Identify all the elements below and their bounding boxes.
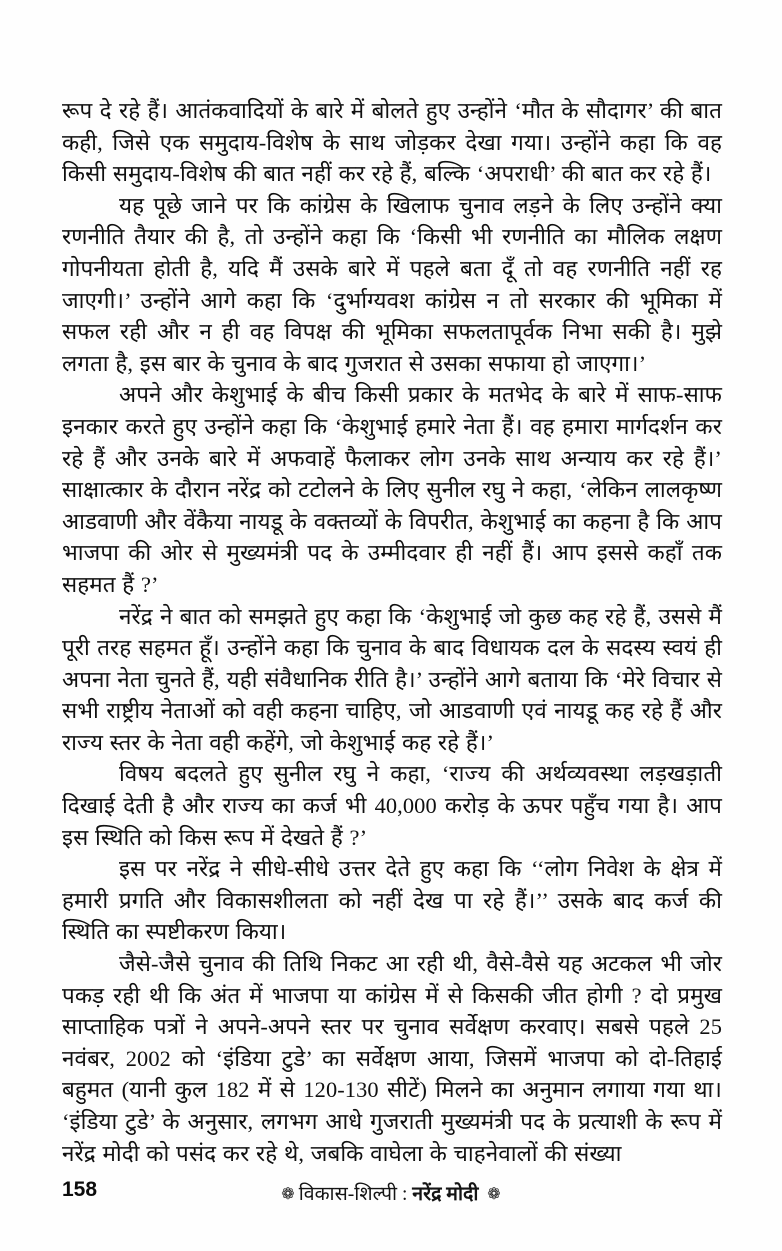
paragraph: जैसे-जैसे चुनाव की तिथि निकट आ रही थी, वैसे-वैसे यह अटकल भी जोर पकड़ रही थी कि अंत में भाजपा या कांग्रेस में से किसकी जीत होगी ? दो प्रमुख साप्ताहिक पत्रों ने अपने-अपने स्तर पर चुनाव सर्वेक्षण करवाए। सबसे पहले 25 नवंबर, 2002 को ‘इंडिया टुडे’ का सर्वेक्षण आया, जिसमें भाजपा को दो-तिहाई बहुमत (यानी कुल 182 में से 120-130 सीटें) मिलने का अनुमान लगाया गया था। ‘इंडिया टुडे’ के अनुसार, लगभग आधे गुजराती मुख्यमंत्री पद के प्रत्याशी के रूप में नरेंद्र मोदी को पसंद कर रहे थे, जबकि वाघेला के चाहनेवालों की संख्या — [62, 951, 722, 1166]
paragraph: यह पूछे जाने पर कि कांग्रेस के खिलाफ चुनाव लड़ने के लिए उन्होंने क्या रणनीति तैयार की है, तो उन्होंने कहा कि ‘किसी भी रणनीति का मौलिक लक्षण गोपनीयता होती है, यदि मैं उसके बारे में पहले बता दूँ तो वह रणनीति नहीं रह जाएगी।’ उन्होंने आगे कहा कि ‘दुर्भाग्यवश कांग्रेस न तो सरकार की भूमिका में सफल रही और न ही वह विपक्ष की भूमिका सफलतापूर्वक निभा सकी है। मुझे लगता है, इस बार के चुनाव के बाद गुजरात से उसका सफाया हो जाएगा।’ — [62, 192, 722, 376]
florette-icon: ❁ — [487, 1186, 501, 1203]
page-number: 158 — [62, 1178, 98, 1201]
running-title-book-name: नरेंद्र मोदी — [412, 1184, 479, 1205]
paragraph: इस पर नरेंद्र ने सीधे-सीधे उत्तर देते हुए कहा कि ‘‘लोग निवेश के क्षेत्र में हमारी प्रगति और विकासशीलता को नहीं देख पा रहे हैं।’’ उसके बाद कर्ज की स्थिति का स्पष्टीकरण किया। — [62, 856, 722, 945]
running-title-text: विकास-शिल्पी : — [298, 1184, 413, 1205]
florette-icon: ❁ — [281, 1186, 295, 1203]
running-title — [0, 1179, 782, 1206]
paragraph: नरेंद्र ने बात को समझते हुए कहा कि ‘केशुभाई जो कुछ कह रहे हैं, उससे मैं पूरी तरह सहमत हूँ। उन्होंने कहा कि चुनाव के बाद विधायक दल के सदस्य स्वयं ही अपना नेता चुनते हैं, यही संवैधानिक रीति है।’ उन्होंने आगे बताया कि ‘मेरे विचार से सभी राष्ट्रीय नेताओं को वही कहना चाहिए, जो आडवाणी एवं नायडू कह रहे हैं और राज्य स्तर के नेता वही कहेंगे, जो केशुभाई कह रहे हैं।’ — [62, 603, 722, 755]
paragraph: अपने और केशुभाई के बीच किसी प्रकार के मतभेद के बारे में साफ-साफ इनकार करते हुए उन्होंने कहा कि ‘केशुभाई हमारे नेता हैं। वह हमारा मार्गदर्शन कर रहे हैं और उनके बारे में अफवाहें फैलाकर लोग उनके साथ अन्याय कर रहे हैं।’ साक्षात्कार के दौरान नरेंद्र को टटोलने के लिए सुनील रघु ने कहा, ‘लेकिन लालकृष्ण आडवाणी और वेंकैया नायडू के वक्तव्यों के विपरीत, केशुभाई का कहना है कि आप भाजपा की ओर से मुख्यमंत्री पद के उम्मीदवार ही नहीं हैं। आप इससे कहाँ तक सहमत हैं ?’ — [62, 382, 722, 597]
body-text — [62, 95, 722, 1169]
paragraph: विषय बदलते हुए सुनील रघु ने कहा, ‘राज्य की अर्थव्यवस्था लड़खड़ाती दिखाई देती है और राज्य का कर्ज भी 40,000 करोड़ के ऊपर पहुँच गया है। आप इस स्थिति को किस रूप में देखते हैं ?’ — [62, 761, 722, 850]
page-footer — [0, 1176, 782, 1210]
paragraph-continuation: रूप दे रहे हैं। आतंकवादियों के बारे में बोलते हुए उन्होंने ‘मौत के सौदागर’ की बात कही, जिसे एक समुदाय-विशेष के साथ जोड़कर देखा गया। उन्होंने कहा कि वह किसी समुदाय-विशेष की बात नहीं कर रहे हैं, बल्कि ‘अपराधी’ की बात कर रहे हैं। — [62, 98, 722, 187]
